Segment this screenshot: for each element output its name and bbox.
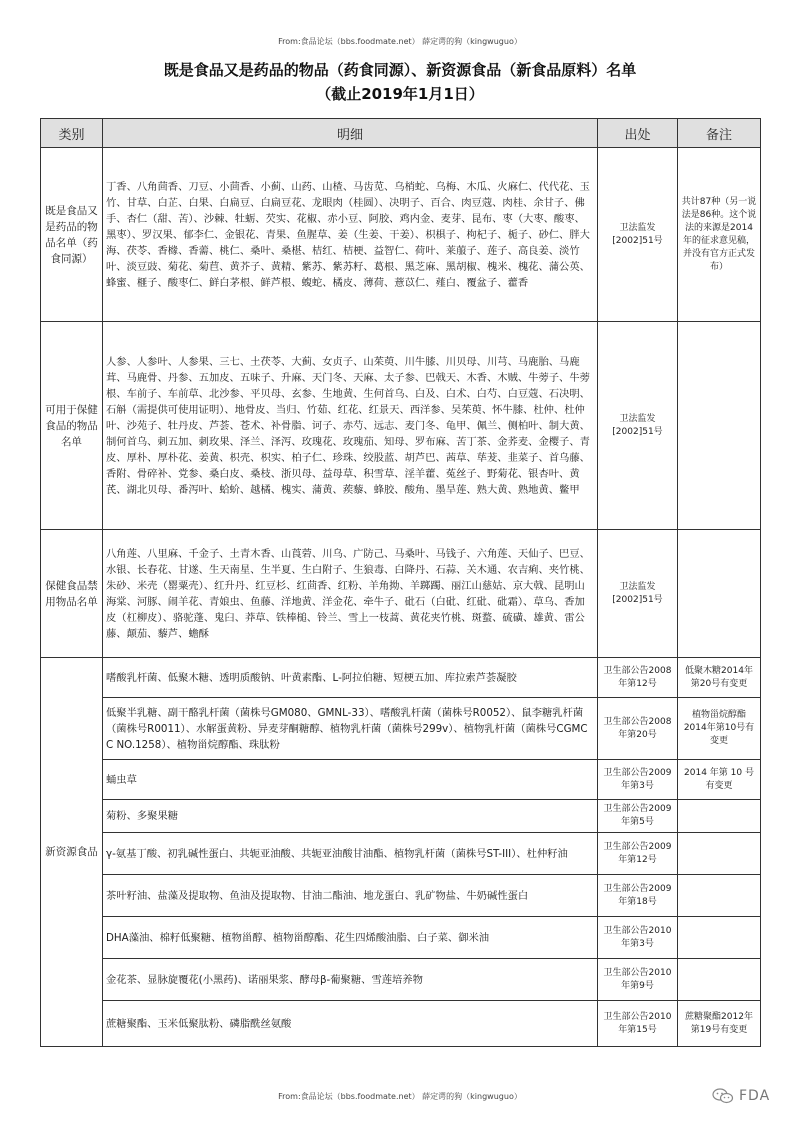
row-note	[678, 530, 761, 658]
row-detail: 低聚半乳糖、副干酪乳杆菌（菌株号GM080、GMNL-33）、嗜酸乳杆菌（菌株号R0052）、鼠李糖乳杆菌（菌株号R0011）、水解蛋黄粉、异麦芽酮糖醇、植物乳杆菌（菌株号299v）、植物乳杆菌（菌株号CGMCC NO.1258）、植物甾烷醇酯、珠肽粉	[103, 698, 598, 760]
row-detail: 蛹虫草	[103, 760, 598, 800]
row-note	[678, 959, 761, 1001]
watermark-text: FDA	[739, 1088, 771, 1104]
table-row	[41, 322, 761, 530]
table-row	[41, 959, 761, 1001]
row-source: 卫生部公告2008年第20号	[598, 698, 678, 760]
row-category-new-resource: 新资源食品	[41, 658, 103, 1047]
title-line-1: 既是食品又是药品的物品（药食同源）、新资源食品（新食品原料）名单	[163, 61, 637, 79]
row-category: 可用于保健食品的物品名单	[41, 322, 103, 530]
row-note	[678, 800, 761, 833]
row-note: 植物甾烷醇酯2014年第10号有变更	[678, 698, 761, 760]
row-source: 卫生部公告2008年第12号	[598, 658, 678, 698]
table-row	[41, 1001, 761, 1047]
row-source: 卫生部公告2010年第9号	[598, 959, 678, 1001]
wechat-icon	[712, 1088, 734, 1104]
row-detail: 人参、人参叶、人参果、三七、土茯苓、大蓟、女贞子、山茱萸、川牛膝、川贝母、川芎、马鹿胎、马鹿茸、马鹿骨、丹参、五加皮、五味子、升麻、天门冬、天麻、太子参、巴戟天、木香、木贼、牛蒡子、牛蒡根、车前子、车前草、北沙参、平贝母、玄参、生地黄、生何首乌、白及、白术、白芍、白豆蔻、石决明、石斛（需提供可使用证明）、地骨皮、当归、竹茹、红花、红景天、西洋参、吴茱萸、怀牛膝、杜仲、杜仲叶、沙苑子、牡丹皮、芦荟、苍术、补骨脂、诃子、赤芍、远志、麦门冬、龟甲、佩兰、侧柏叶、制大黄、制何首乌、刺五加、刺玫果、泽兰、泽泻、玫瑰花、玫瑰茄、知母、罗布麻、苦丁茶、金荞麦、金樱子、青皮、厚朴、厚朴花、姜黄、枳壳、枳实、柏子仁、珍珠、绞股蓝、胡芦巴、茜草、荜茇、韭菜子、首乌藤、香附、骨碎补、党参、桑白皮、桑枝、浙贝母、益母草、积雪草、淫羊藿、菟丝子、野菊花、银杏叶、黄芪、湖北贝母、番泻叶、蛤蚧、越橘、槐实、蒲黄、蒺藜、蜂胶、酸角、墨旱莲、熟大黄、熟地黄、鳖甲	[103, 322, 598, 530]
row-note	[678, 322, 761, 530]
source-attribution-bottom: From:食品论坛（bbs.foodmate.net） 薛定谔的狗（kingwuguo）	[278, 1092, 522, 1101]
watermark	[712, 1088, 770, 1104]
table-row	[41, 833, 761, 875]
table-row	[41, 658, 761, 698]
row-source: 卫生部公告2009年第12号	[598, 833, 678, 875]
row-detail: 八角莲、八里麻、千金子、土青木香、山莨菪、川乌、广防己、马桑叶、马钱子、六角莲、天仙子、巴豆、水银、长春花、甘遂、生天南星、生半夏、生白附子、生狼毒、白降丹、石蒜、关木通、农吉痢、夹竹桃、朱砂、米壳（罂粟壳）、红升丹、红豆杉、红茴香、红粉、羊角拗、羊踯躅、丽江山慈姑、京大戟、昆明山海棠、河豚、闹羊花、青娘虫、鱼藤、洋地黄、洋金花、牵牛子、砒石（白砒、红砒、砒霜）、草乌、香加皮（杠柳皮）、骆驼蓬、鬼臼、莽草、铁棒槌、铃兰、雪上一枝蒿、黄花夹竹桃、斑蝥、硫磺、雄黄、雷公藤、颠茄、藜芦、蟾酥	[103, 530, 598, 658]
row-detail: 嗜酸乳杆菌、低聚木糖、透明质酸钠、叶黄素酯、L-阿拉伯糖、短梗五加、库拉索芦荟凝胶	[103, 658, 598, 698]
row-note: 2014 年第 10 号有变更	[678, 760, 761, 800]
header-note: 备注	[678, 119, 761, 148]
row-source: 卫生部公告2010年第3号	[598, 917, 678, 959]
table-row	[41, 148, 761, 322]
row-detail: 丁香、八角茴香、刀豆、小茴香、小蓟、山药、山楂、马齿苋、乌梢蛇、乌梅、木瓜、火麻仁、代代花、玉竹、甘草、白芷、白果、白扁豆、白扁豆花、龙眼肉（桂圆）、决明子、百合、肉豆蔻、肉桂、余甘子、佛手、杏仁（甜、苦）、沙棘、牡蛎、芡实、花椒、赤小豆、阿胶、鸡内金、麦芽、昆布、枣（大枣、酸枣、黑枣）、罗汉果、郁李仁、金银花、青果、鱼腥草、姜（生姜、干姜）、枳椇子、枸杞子、栀子、砂仁、胖大海、茯苓、香橼、香薷、桃仁、桑叶、桑椹、桔红、桔梗、益智仁、荷叶、莱菔子、莲子、高良姜、淡竹叶、淡豆豉、菊花、菊苣、黄芥子、黄精、紫苏、紫苏籽、葛根、黑芝麻、黑胡椒、槐米、槐花、蒲公英、蜂蜜、榧子、酸枣仁、鲜白茅根、鲜芦根、蝮蛇、橘皮、薄荷、薏苡仁、薤白、覆盆子、藿香	[103, 148, 598, 322]
row-note	[678, 875, 761, 917]
row-source: 卫法监发[2002]51号	[598, 148, 678, 322]
table-row	[41, 698, 761, 760]
row-note: 蔗糖聚酯2012年第19号有变更	[678, 1001, 761, 1047]
row-source: 卫生部公告2009年第5号	[598, 800, 678, 833]
title-line-2: （截止2019年1月1日）	[316, 85, 484, 103]
row-category: 保健食品禁用物品名单	[41, 530, 103, 658]
row-source: 卫法监发[2002]51号	[598, 322, 678, 530]
row-detail: γ-氨基丁酸、初乳碱性蛋白、共轭亚油酸、共轭亚油酸甘油酯、植物乳杆菌（菌株号ST-III）、杜仲籽油	[103, 833, 598, 875]
row-note	[678, 917, 761, 959]
row-source: 卫法监发[2002]51号	[598, 530, 678, 658]
table-row	[41, 530, 761, 658]
row-detail: 金花茶、显脉旋覆花(小黑药)、诺丽果浆、酵母β-葡聚糖、雪莲培养物	[103, 959, 598, 1001]
row-note: 共计87种（另一说法是86种。这个说法的来源是2014年的征求意见稿，并没有官方正式发布）	[678, 148, 761, 322]
row-detail: 菊粉、多聚果糖	[103, 800, 598, 833]
table-row	[41, 917, 761, 959]
row-detail: 茶叶籽油、盐藻及提取物、鱼油及提取物、甘油二酯油、地龙蛋白、乳矿物盐、牛奶碱性蛋白	[103, 875, 598, 917]
document-title	[0, 58, 800, 106]
header-source: 出处	[598, 119, 678, 148]
row-source: 卫生部公告2009年第18号	[598, 875, 678, 917]
row-detail: 蔗糖聚酯、玉米低聚肽粉、磷脂酰丝氨酸	[103, 1001, 598, 1047]
row-source: 卫生部公告2009年第3号	[598, 760, 678, 800]
row-source: 卫生部公告2010年第15号	[598, 1001, 678, 1047]
table-row	[41, 800, 761, 833]
table-row	[41, 760, 761, 800]
food-list-table	[40, 118, 761, 1047]
row-note: 低聚木糖2014年第20号有变更	[678, 658, 761, 698]
row-note	[678, 833, 761, 875]
table-row	[41, 875, 761, 917]
header-category: 类别	[41, 119, 103, 148]
row-category: 既是食品又是药品的物品名单（药食同源）	[41, 148, 103, 322]
table-header-row	[41, 119, 761, 148]
row-detail: DHA藻油、棉籽低聚糖、植物甾醇、植物甾醇酯、花生四烯酸油脂、白子菜、御米油	[103, 917, 598, 959]
source-attribution-top: From:食品论坛（bbs.foodmate.net） 薛定谔的狗（kingwuguo）	[278, 37, 522, 46]
header-detail: 明细	[103, 119, 598, 148]
